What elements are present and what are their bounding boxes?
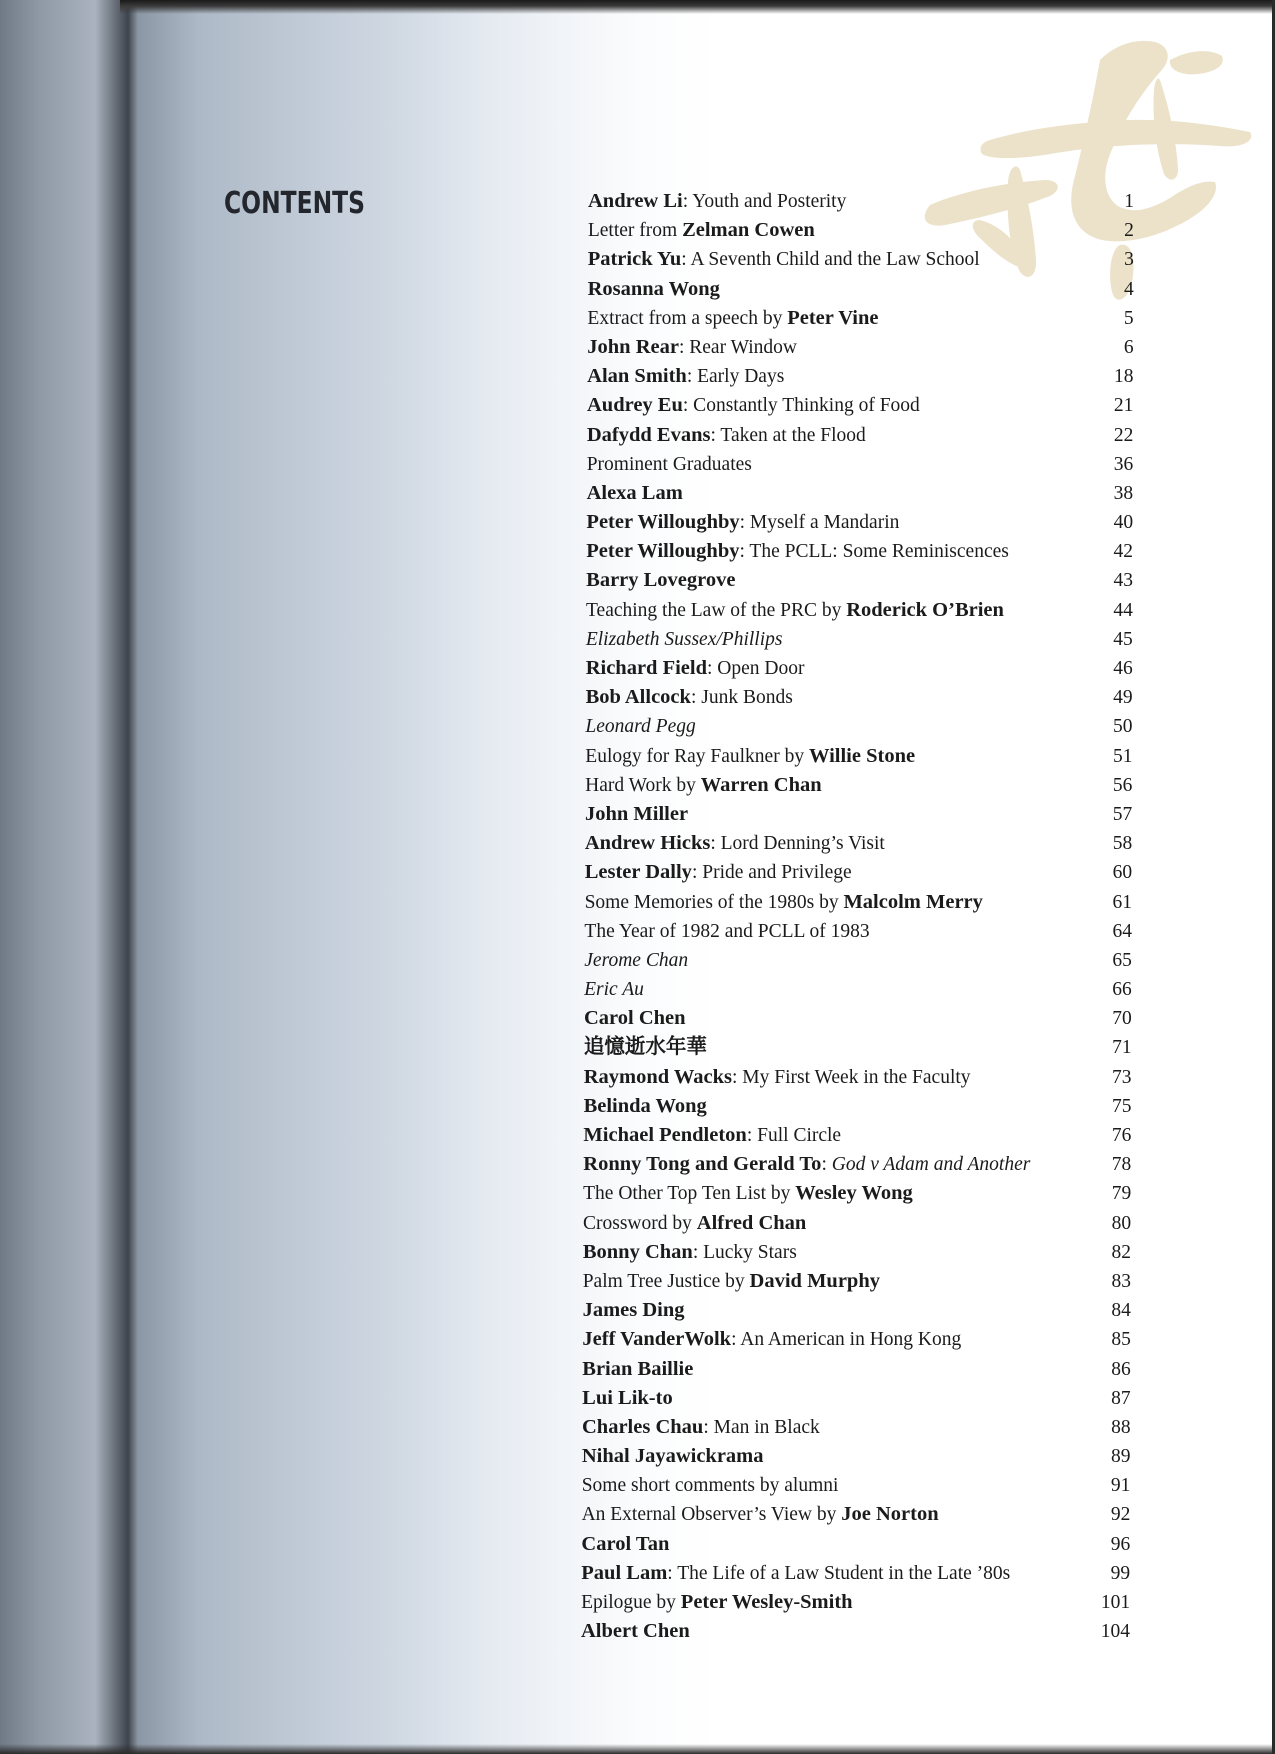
toc-author: David Murphy [749,1269,880,1292]
toc-entry-title [581,1617,690,1646]
toc-page-number: 66 [1112,979,1132,1001]
toc-entry [0,946,1275,975]
toc-text: Hard Work by [585,774,701,796]
toc-author: John Rear [587,335,679,358]
page-title: CONTENTS [224,186,365,221]
toc-page-number: 85 [1111,1329,1131,1351]
toc-page-number: 50 [1113,716,1133,738]
toc-author: Charles Chau [582,1415,704,1438]
toc-entry [0,712,1275,741]
toc-page-number: 60 [1112,862,1133,884]
toc-entry-title [584,917,869,946]
toc-page-number: 75 [1111,1095,1132,1117]
toc-text: : Myself a Mandarin [739,512,900,534]
toc-page-number: 45 [1113,628,1133,650]
toc-entry-title [585,858,852,887]
toc-page-number: 104 [1100,1621,1130,1643]
toc-author: Rosanna Wong [587,277,720,300]
toc-italic-title: Jerome Chan [584,949,689,971]
toc-entry [0,800,1275,829]
toc-entry-title [584,1092,707,1121]
toc-entry-title [586,508,899,537]
toc-entry [0,771,1275,800]
toc-entry-title [586,654,805,683]
toc-text: : Youth and Posterity [682,191,847,212]
toc-text: : The PCLL: Some Reminiscences [739,541,1009,563]
toc-entry [0,304,1275,333]
toc-author: Alfred Chan [696,1211,807,1234]
toc-entry-title [585,800,688,829]
toc-text: : Man in Black [703,1416,820,1438]
toc-italic-title: Elizabeth Sussex/Phillips [585,628,783,650]
toc-page-number: 71 [1112,1037,1132,1059]
toc-page-number: 61 [1112,891,1133,913]
toc-italic-title: God v Adam and Another [831,1154,1031,1176]
toc-entry [0,333,1275,362]
toc-entry-title [583,1121,841,1150]
toc-author: Carol Tan [581,1532,670,1555]
toc-text: : Rear Window [678,336,797,358]
toc-author: Carol Chen [584,1007,686,1030]
toc-text: The Year of 1982 and PCLL of 1983 [584,920,870,942]
toc-entry-title [584,946,688,975]
toc-page-number: 36 [1113,453,1134,475]
toc-author: Raymond Wacks [583,1065,732,1088]
toc-text: : An American in Hong Kong [731,1329,962,1351]
toc-entry-title [582,1384,673,1413]
toc-page-number: 22 [1113,424,1134,446]
toc-page-number: 58 [1112,833,1133,855]
toc-entry [0,1617,1275,1646]
toc-page-number: 64 [1112,920,1132,942]
toc-page-number: 88 [1111,1416,1131,1438]
toc-author: Paul Lam [581,1561,668,1584]
toc-page-number: 4 [1124,278,1134,300]
toc-entry-title [588,216,815,245]
toc-entry-title [581,1559,1010,1588]
toc-entry [0,450,1275,479]
toc-author: Barry Lovegrove [586,569,736,592]
toc-page-number: 38 [1113,482,1134,504]
toc-author: Roderick O’Brien [846,598,1004,621]
toc-text: Epilogue by [581,1592,681,1613]
toc-text: : Junk Bonds [690,687,793,709]
toc-page-number: 5 [1123,307,1134,329]
toc-entry [0,275,1275,304]
toc-entry [0,888,1275,917]
toc-text: An External Observer’s View by [581,1504,842,1526]
toc-page-number: 96 [1110,1533,1131,1555]
toc-text: : [821,1154,832,1176]
toc-page-number: 56 [1112,774,1133,796]
toc-entry-title [587,362,784,391]
toc-entry [0,566,1275,595]
toc-page-number: 83 [1111,1270,1131,1292]
toc-page-number: 46 [1113,658,1133,679]
toc-entry-title [583,1296,685,1325]
toc-text: Eulogy for Ray Faulkner by [585,745,809,767]
toc-entry-title [586,596,1004,625]
toc-page-number: 92 [1110,1504,1131,1526]
toc-entry [0,1179,1275,1208]
toc-entry-title [581,1530,669,1559]
toc-entry-title [584,1033,707,1062]
toc-entry [0,1209,1275,1238]
toc-page-number: 3 [1124,249,1134,271]
toc-entry [0,975,1275,1004]
toc-author: Willie Stone [808,744,916,767]
toc-entry-title [585,829,885,858]
toc-entry [0,537,1275,566]
toc-entry [0,391,1275,420]
toc-page-number: 18 [1114,366,1134,388]
toc-author: Andrew Li [588,190,683,212]
toc-entry-title [585,771,822,800]
toc-entry [0,421,1275,450]
toc-entry [0,1588,1275,1617]
toc-entry [0,245,1275,274]
toc-author: 追憶逝水年華 [583,1036,707,1059]
toc-author: Peter Willoughby [586,540,740,563]
toc-text: : Lucky Stars [692,1241,797,1263]
toc-entry-title [583,1238,797,1267]
toc-author: Malcolm Merry [843,890,983,913]
toc-page-number: 99 [1110,1562,1131,1584]
toc-author: Alexa Lam [586,481,683,504]
toc-entry-title [586,683,793,712]
toc-entry [0,1296,1275,1325]
toc-entry-title [586,566,735,595]
toc-page-number: 73 [1112,1066,1132,1088]
toc-entry-title [585,888,983,917]
toc-text: : Taken at the Flood [710,424,866,446]
toc-author: Albert Chen [581,1620,690,1643]
toc-entry [0,1325,1275,1354]
toc-text: Teaching the Law of the PRC by [586,599,847,621]
toc-entry [0,1092,1275,1121]
toc-author: Zelman Cowen [682,219,815,242]
toc-entry [0,216,1275,245]
toc-text: : Open Door [707,658,805,679]
toc-entry-title [583,1179,913,1208]
toc-author: Jeff VanderWolk [582,1328,732,1351]
toc-author: John Miller [585,802,689,825]
toc-entry-title [582,1500,939,1529]
toc-entry-title [585,742,915,771]
toc-page-number: 84 [1111,1300,1131,1322]
toc-text: Palm Tree Justice by [582,1270,750,1292]
toc-text: Prominent Graduates [586,453,752,475]
toc-entry-title [584,1063,971,1092]
toc-entry-title [584,975,644,1004]
toc-entry [0,654,1275,683]
toc-page-number: 43 [1113,570,1133,592]
toc-text: : A Seventh Child and the Law School [681,249,980,271]
toc-text: : My First Week in the Faculty [732,1066,971,1088]
toc-entry [0,1500,1275,1529]
toc-entry-title [586,537,1009,566]
toc-entry-title [582,1471,839,1500]
toc-text: : The Life of a Law Student in the Late ’80s [667,1562,1011,1584]
toc-author: Joe Norton [841,1503,939,1526]
toc-author: Michael Pendleton [583,1124,747,1146]
toc-text: Some Memories of the 1980s by [584,891,844,913]
toc-entry [0,1033,1275,1062]
toc-page-number: 91 [1110,1475,1131,1497]
toc-author: Peter Willoughby [586,511,740,534]
toc-entry-title [586,625,783,654]
toc-text: The Other Top Ten List by [583,1183,796,1205]
toc-entry [0,1442,1275,1471]
toc-entry-title [583,1209,806,1238]
toc-entry [0,479,1275,508]
toc-page-number: 101 [1100,1592,1131,1613]
toc-entry-title [582,1413,820,1442]
toc-entry [0,1063,1275,1092]
toc-page-number: 49 [1113,687,1133,709]
toc-entry [0,858,1275,887]
toc-page-number: 65 [1112,949,1132,971]
toc-text: Extract from a speech by [587,307,788,329]
toc-author: Belinda Wong [583,1094,707,1117]
toc-author: Bonny Chan [582,1240,693,1263]
page-top-shadow [120,0,1275,14]
page-bottom-shadow [0,1744,1275,1754]
toc-text: : Pride and Privilege [691,862,852,884]
toc-author: Warren Chan [700,773,822,796]
toc-author: Richard Field [585,657,707,679]
toc-page-number: 76 [1111,1125,1132,1146]
toc-text: Letter from [587,220,683,242]
toc-entry [0,683,1275,712]
toc-entry [0,1413,1275,1442]
toc-entry [0,1384,1275,1413]
toc-entry-title [587,421,866,450]
toc-page-number: 57 [1112,803,1133,825]
toc-page-number: 21 [1113,395,1134,417]
toc-entry-title [582,1442,764,1471]
toc-entry [0,917,1275,946]
toc-author: Bob Allcock [585,686,691,709]
toc-entry-title [587,304,878,333]
toc-entry-title [587,391,920,420]
toc-page-number: 89 [1110,1446,1131,1468]
toc-entry-title [587,333,797,362]
toc-entry [0,187,1275,216]
toc-entry-title [587,450,752,479]
toc-page-number: 51 [1112,745,1133,767]
toc-page-number: 42 [1113,541,1134,563]
toc-entry-title [583,1267,880,1296]
toc-entry [0,1121,1275,1150]
toc-page-number: 87 [1111,1387,1131,1409]
toc-page-number: 70 [1112,1008,1132,1030]
toc-text: : Lord Denning’s Visit [710,833,885,855]
toc-entry-title [582,1325,961,1354]
toc-entry-title [581,1588,852,1617]
toc-author: Peter Wesley-Smith [680,1591,853,1613]
toc-page-number: 79 [1111,1183,1132,1205]
toc-entry [0,1471,1275,1500]
toc-author: Peter Vine [787,306,879,329]
toc-entry [0,1150,1275,1179]
toc-entry [0,596,1275,625]
toc-entry [0,1004,1275,1033]
toc-entry-title [588,187,846,216]
toc-author: Lester Dally [584,861,692,884]
toc-author: Lui Lik-to [582,1386,673,1409]
table-of-contents [0,187,1275,1646]
toc-page-number: 78 [1111,1154,1132,1176]
toc-entry-title [583,1150,1030,1179]
toc-entry [0,362,1275,391]
toc-entry [0,829,1275,858]
toc-page-number: 2 [1124,220,1134,242]
toc-entry [0,1530,1275,1559]
toc-page-number: 80 [1111,1212,1132,1234]
toc-author: Andrew Hicks [584,832,711,855]
toc-page-number: 6 [1123,336,1134,358]
toc-entry-title [587,479,683,508]
toc-text: : Early Days [686,366,785,388]
toc-page-number: 82 [1111,1241,1132,1263]
toc-italic-title: Eric Au [584,979,644,1001]
toc-entry-title [582,1355,693,1384]
toc-author: Ronny Tong and Gerald To [583,1153,822,1176]
toc-entry [0,625,1275,654]
toc-author: Wesley Wong [795,1182,913,1205]
toc-page-number: 44 [1113,599,1133,621]
toc-page-number: 40 [1113,512,1134,534]
toc-entry-title [585,712,695,741]
toc-text: : Constantly Thinking of Food [682,395,920,417]
toc-page-number: 1 [1124,191,1134,212]
toc-page-number: 86 [1111,1358,1131,1380]
toc-author: James Ding [582,1299,685,1322]
toc-author: Audrey Eu [587,394,683,417]
toc-text: Some short comments by alumni [581,1475,839,1497]
toc-entry [0,742,1275,771]
toc-author: Brian Baillie [582,1357,694,1380]
toc-italic-title: Leonard Pegg [585,716,696,738]
toc-author: Nihal Jayawickrama [581,1445,764,1468]
toc-entry [0,1267,1275,1296]
toc-entry [0,1238,1275,1267]
toc-author: Dafydd Evans [586,423,711,446]
toc-author: Patrick Yu [587,248,682,271]
toc-entry-title [588,245,980,274]
toc-entry [0,1355,1275,1384]
toc-text: : Full Circle [746,1125,842,1146]
toc-entry-title [588,275,720,304]
toc-entry-title [584,1004,686,1033]
toc-text: Crossword by [583,1212,697,1234]
toc-author: Alan Smith [587,365,687,388]
toc-entry [0,508,1275,537]
toc-entry [0,1559,1275,1588]
